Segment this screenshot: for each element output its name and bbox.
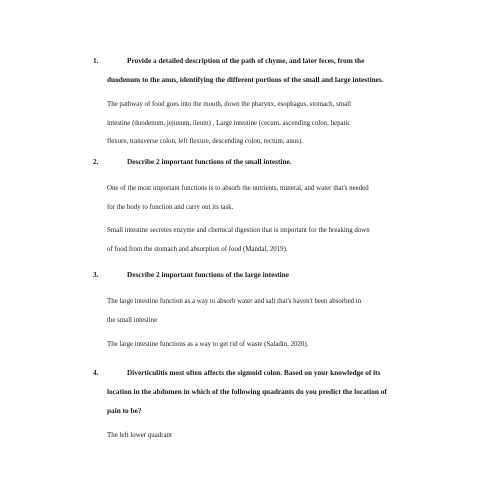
answer-line: One of the most important functions is to absorb the nutrients, mineral, and water that's needed xyxy=(107,185,369,192)
question-text xyxy=(107,152,426,171)
answer-line: flexure, transverse colon, left flexure, descending colon, rectum, anus). xyxy=(107,138,303,145)
question-4 xyxy=(93,363,426,420)
question-text xyxy=(107,363,426,420)
answer-paragraph xyxy=(107,427,407,446)
answer-line: for the body to function and carry out its task. xyxy=(107,203,234,211)
answer-line: The large intestine functions as a way to get rid of waste (Saladin, 2020). xyxy=(107,341,309,348)
answer-line: of food from the stomach and absorption of food (Mandal, 2019). xyxy=(107,245,288,253)
question-line: location in the abdomen in which of the following quadrants do you predict the location of xyxy=(107,387,387,396)
answer-line: The left lower quadrant xyxy=(107,432,172,439)
question-line: Describe 2 important functions of the small intestine. xyxy=(127,157,292,166)
question-text xyxy=(107,265,426,284)
question-1 xyxy=(93,51,426,89)
question-2 xyxy=(93,152,426,171)
question-line: Provide a detailed description of the path of chyme, and later feces, from the xyxy=(127,56,365,65)
question-3 xyxy=(93,265,426,284)
question-line: Diverticulitis most often affects the sigmoid colon. Based on your knowledge of its xyxy=(127,368,381,377)
question-line: Describe 2 important functions of the large intestine xyxy=(127,270,289,279)
question-number: 1. xyxy=(93,56,99,65)
answer-paragraph xyxy=(107,96,407,152)
question-text xyxy=(107,51,426,89)
question-number: 4. xyxy=(93,368,99,377)
answer-line: the small intestine xyxy=(107,316,158,324)
answer-line: intestine (duodenum, jejunum, ileum) , Large intestine (cecum, ascending colon, hepatic xyxy=(107,119,351,127)
answer-paragraph xyxy=(107,336,407,355)
question-number: 2. xyxy=(93,157,99,166)
answer-line: Small intestine secretes enzyme and chemical digestion that is important for the breaking down xyxy=(107,227,370,234)
answer-paragraph xyxy=(107,222,407,259)
answer-line: The large intestine function as a way to absorb water and salt that's haven't been absorbed in xyxy=(107,298,362,305)
question-line: duodenum to the anus, identifying the different portions of the small and large intestines. xyxy=(107,75,384,84)
answer-paragraph xyxy=(107,293,407,330)
question-number: 3. xyxy=(93,270,99,279)
answer-line: The pathway of food goes into the mouth, down the pharynx, esophagus, stomach, small xyxy=(107,101,351,108)
question-line: pain to be? xyxy=(107,406,142,415)
answer-paragraph xyxy=(107,180,407,217)
